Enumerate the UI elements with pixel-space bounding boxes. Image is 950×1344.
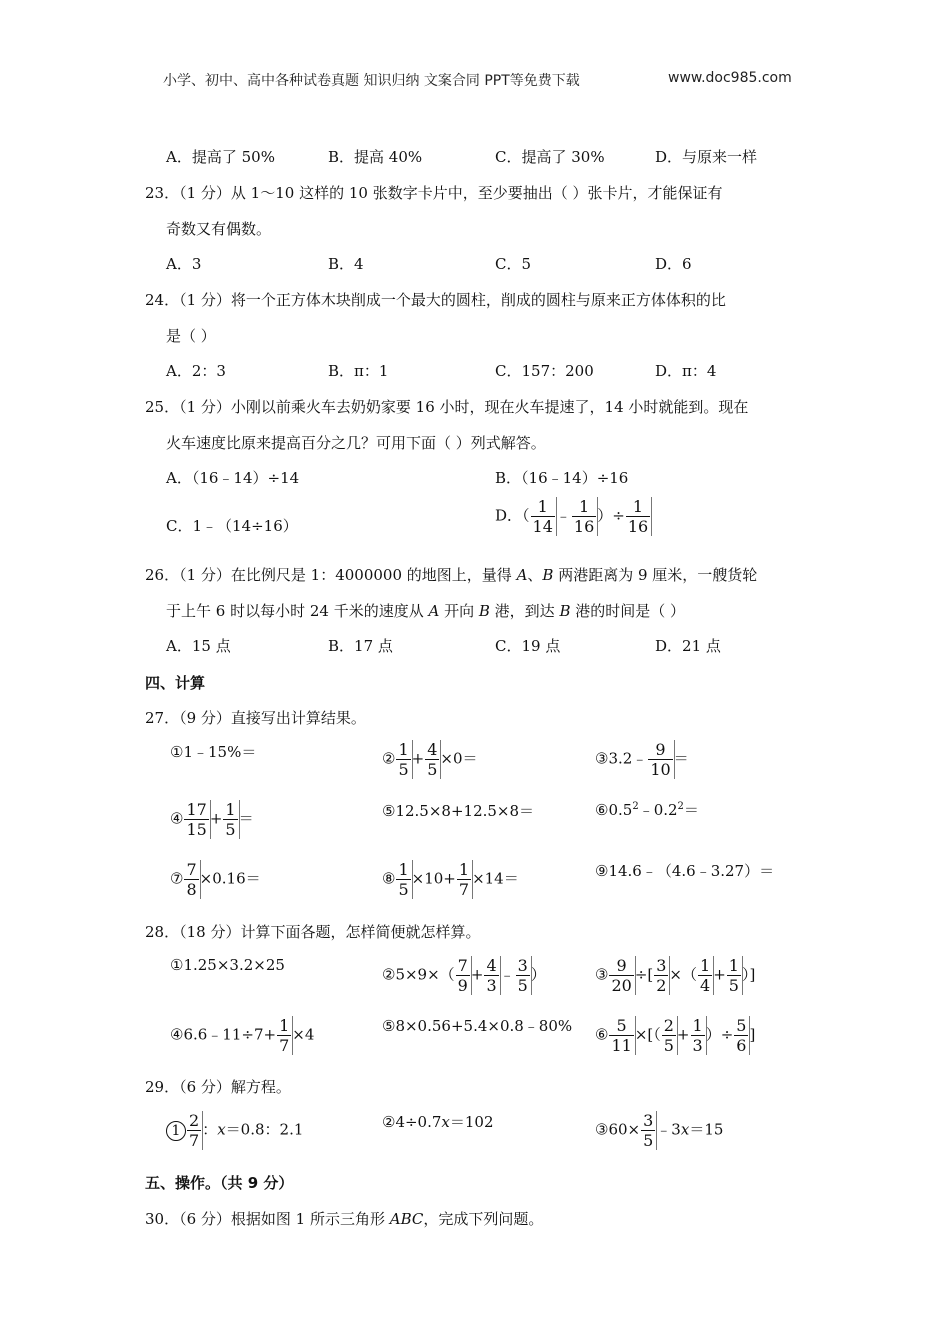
fraction-numerator: 3: [517, 956, 528, 975]
fraction: [698, 956, 712, 995]
item-marker: ②: [382, 749, 396, 768]
q29-item-2: [382, 1111, 494, 1132]
q27-item-9: ⑨14.6﹣（4.6﹣3.27）＝: [595, 862, 775, 880]
item-tail: ）: [530, 965, 546, 984]
fraction: [396, 740, 410, 779]
point-a: A: [516, 566, 528, 584]
item-marker: ⑥: [595, 1025, 609, 1044]
item-text: ③3.2﹣: [595, 749, 648, 768]
fraction-numerator: 17: [186, 800, 207, 819]
fraction-denominator: 10: [650, 760, 671, 779]
q25-stem-line1: 25．（1 分）小刚以前乘火车去奶奶家要 16 小时，现在火车提速了，14 小时就能到。现在: [145, 398, 749, 416]
item-text: ×[（: [634, 1025, 661, 1044]
q26-text: 两港距离为 9 厘米，一艘货轮: [553, 566, 758, 584]
fraction-numerator: 5: [736, 1016, 747, 1035]
q27-stem: 27．（9 分）直接写出计算结果。: [145, 709, 366, 727]
fraction-denominator: 5: [643, 1131, 654, 1150]
q27-item-1: ①1﹣15%＝: [170, 743, 257, 761]
q27-item-3: [595, 740, 689, 779]
fraction-numerator: 1: [692, 1016, 703, 1035]
fraction-numerator: 1: [279, 1016, 290, 1035]
q23-option-b: B．4: [328, 255, 364, 273]
fraction: [516, 956, 530, 995]
q26-option-a: A．15 点: [166, 637, 231, 655]
fraction-denominator: 6: [736, 1036, 747, 1055]
item-text: ×（: [669, 965, 697, 984]
fraction-denominator: 3: [692, 1036, 703, 1055]
fraction: [572, 497, 596, 536]
fraction: [734, 1016, 748, 1055]
fraction-numerator: 1: [626, 497, 650, 517]
q22-option-b: B．提高 40%: [328, 148, 423, 166]
fraction-numerator: 2: [189, 1111, 200, 1130]
q28-item-6: ⑥ $\frac{5}{11}$ ×[（ $\frac{2}{5}$ + $\frac{1}{3}$ ）÷ $\frac{5}{6}$ ]: [595, 1016, 756, 1055]
page-header-url: www.doc985.com: [668, 70, 792, 86]
fraction-numerator: 1: [398, 860, 409, 879]
fraction-denominator: 2: [656, 976, 667, 995]
fraction-denominator: 5: [225, 820, 236, 839]
fraction-denominator: 7: [189, 1131, 200, 1150]
q24-stem-line2: 是（ ）: [166, 327, 216, 345]
q26-text: 开向: [439, 602, 479, 620]
item-text: ＝102: [449, 1113, 494, 1131]
item-text: ÷[: [634, 965, 654, 984]
q25-d-minus: ﹣: [555, 506, 571, 525]
q24-option-a: A．2：3: [166, 362, 226, 380]
item-tail: ×14＝: [472, 869, 519, 888]
fraction-denominator: 14: [532, 517, 553, 536]
q26-stem-line2: [166, 600, 685, 621]
fraction-denominator: 5: [427, 760, 438, 779]
q23-stem-line1: 23．（1 分）从 1～10 这样的 10 张数字卡片中，至少要抽出（ ）张卡片，才能保证有: [145, 184, 723, 202]
fraction-numerator: 1: [398, 740, 409, 759]
item-text: ④6.6﹣11÷7+: [170, 1025, 277, 1044]
item-marker: ⑦: [170, 869, 184, 888]
q26-option-b: B．17 点: [328, 637, 393, 655]
variable-x: x: [441, 1113, 450, 1131]
item-text: ＝15: [689, 1120, 724, 1139]
fraction: [609, 956, 633, 995]
q27-item-5: ⑤12.5×8+12.5×8＝: [382, 802, 535, 820]
item-marker: ④: [170, 809, 184, 828]
fraction: [456, 956, 470, 995]
fraction-denominator: 5: [663, 1036, 674, 1055]
q27-item-4: ④ $\frac{17}{15}$ + $\frac{1}{5}$ ＝: [170, 800, 254, 839]
exponent: 2: [632, 801, 639, 812]
fraction: [396, 860, 410, 899]
q28-item-1: ①1.25×3.2×25: [170, 956, 285, 974]
q26-option-c: C．19 点: [495, 637, 561, 655]
q24-option-c: C．157：200: [495, 362, 594, 380]
section-title-operation: 五、操作。（共 9 分）: [145, 1174, 294, 1192]
fraction-numerator: 1: [572, 497, 596, 517]
fraction-numerator: 3: [656, 956, 667, 975]
fraction-numerator: 1: [458, 860, 470, 879]
q25-d-close: ）÷: [597, 506, 625, 525]
fraction-denominator: 4: [700, 976, 711, 995]
fraction: [662, 1016, 676, 1055]
variable-x: x: [217, 1120, 226, 1139]
fraction: [609, 1016, 633, 1055]
item-text: ⑥0.5: [595, 801, 633, 819]
q26-text: 港，到达: [489, 602, 560, 620]
fraction-denominator: 8: [186, 880, 197, 899]
q30-text: 30．（6 分）根据如图 1 所示三角形: [145, 1210, 390, 1228]
fraction: [641, 1111, 655, 1150]
q26-text: 26．（1 分）在比例尺是 1：4000000 的地图上，量得: [145, 566, 517, 584]
item-text: ）÷: [705, 1025, 734, 1044]
fraction: [277, 1016, 291, 1055]
q30-stem: [145, 1208, 543, 1229]
q23-option-d: D．6: [655, 255, 692, 273]
fraction: [691, 1016, 705, 1055]
fraction-numerator: 2: [663, 1016, 674, 1035]
fraction-denominator: 20: [611, 976, 632, 995]
item-text: ﹣3: [656, 1120, 681, 1139]
item-tail: ＝: [238, 809, 254, 828]
fraction-denominator: 3: [486, 976, 497, 995]
fraction-numerator: 1: [700, 956, 711, 975]
q25-option-a: A．（16﹣14）÷14: [166, 469, 300, 487]
q24-option-d: D．π：4: [655, 362, 717, 380]
triangle-label: ABC: [389, 1210, 424, 1228]
fraction: [184, 800, 208, 839]
fraction-numerator: 7: [457, 956, 468, 975]
item-tail: ×0.16＝: [199, 869, 261, 888]
fraction-denominator: 5: [728, 976, 739, 995]
q22-option-c: C．提高了 30%: [495, 148, 605, 166]
fraction-numerator: 9: [609, 956, 633, 976]
fraction: [626, 497, 650, 536]
fraction-denominator: 9: [457, 976, 468, 995]
fraction-denominator: 11: [611, 1036, 632, 1055]
item-text: ﹣0.2: [638, 801, 678, 819]
item-tail: ）]: [741, 965, 756, 984]
fraction-numerator: 1: [728, 956, 739, 975]
q26-text: 港的时间是（ ）: [570, 602, 686, 620]
variable-x: x: [680, 1120, 690, 1139]
fraction-numerator: 3: [643, 1111, 654, 1130]
q25-option-b: B．（16﹣14）÷16: [495, 469, 629, 487]
q28-item-5: ⑤8×0.56+5.4×0.8﹣80%: [382, 1017, 573, 1035]
fraction: [187, 1111, 201, 1150]
point-a: A: [428, 602, 440, 620]
q29-item-1: [166, 1111, 303, 1150]
q26-option-d: D．21 点: [655, 637, 721, 655]
item-marker: ③: [595, 965, 609, 984]
separator: 、: [527, 566, 543, 584]
fraction-denominator: 15: [186, 820, 207, 839]
section-title-calculation: 四、计算: [145, 674, 206, 692]
q27-item-6: [595, 799, 699, 820]
q28-item-3: ③ $\frac{9}{20}$ ÷[ $\frac{3}{2}$ ×（ $\frac{1}{4}$ + $\frac{1}{5}$ ）]: [595, 956, 756, 995]
q25-stem-line2: 火车速度比原来提高百分之几？可用下面（ ）列式解答。: [166, 434, 546, 452]
point-b: B: [559, 602, 571, 620]
q23-stem-line2: 奇数又有偶数。: [166, 220, 272, 238]
item-tail: ×4: [292, 1025, 315, 1044]
q26-text: 于上午 6 时以每小时 24 千米的速度从: [166, 602, 429, 620]
item-text: ②4÷0.7: [382, 1113, 442, 1131]
q25-d-prefix: D．（: [495, 506, 530, 525]
fraction: [727, 956, 741, 995]
q24-stem-line1: 24．（1 分）将一个正方体木块削成一个最大的圆柱，削成的圆柱与原来正方体体积的比: [145, 291, 726, 309]
fraction: [484, 956, 498, 995]
point-b: B: [542, 566, 554, 584]
q22-option-a: A．提高了 50%: [166, 148, 275, 166]
q24-option-b: B．π：1: [328, 362, 389, 380]
q30-text: ，完成下列问题。: [423, 1210, 544, 1228]
fraction-numerator: 4: [427, 740, 438, 759]
fraction-denominator: 5: [398, 760, 409, 779]
fraction-numerator: 1: [225, 800, 236, 819]
fraction: [457, 860, 471, 899]
q23-option-a: A．3: [166, 255, 202, 273]
fraction-denominator: 16: [573, 517, 595, 536]
item-text: ③60×: [595, 1120, 641, 1139]
q23-option-c: C．5: [495, 255, 532, 273]
q29-item-3: [595, 1111, 723, 1150]
item-tail: ]: [749, 1025, 756, 1044]
item-text: ：: [202, 1120, 218, 1139]
item-tail: ×0＝: [440, 749, 478, 768]
q27-item-2: ② $\frac{1}{5}$ + $\frac{4}{5}$ ×0＝: [382, 740, 478, 779]
exponent: 2: [677, 801, 684, 812]
q25-option-d: [495, 497, 651, 536]
page-header-text: 小学、初中、高中各种试卷真题 知识归纳 文案合同 PPT等免费下载: [163, 73, 580, 89]
q27-item-8: [382, 860, 519, 899]
q22-option-d: D．与原来一样: [655, 148, 758, 166]
q28-item-2: ②5×9×（ $\frac{7}{9}$ + $\frac{4}{3}$ ﹣ $\frac{3}{5}$ ）: [382, 956, 546, 995]
item-text: ＝: [683, 801, 699, 819]
fraction: [654, 956, 668, 995]
q26-stem-line1: [145, 564, 757, 585]
fraction-numerator: 9: [648, 740, 672, 760]
item-text: ﹣: [499, 965, 515, 984]
fraction: [531, 497, 555, 536]
fraction: [223, 800, 237, 839]
item-text: ＝0.8：2.1: [225, 1120, 304, 1139]
item-text: ×10+: [411, 869, 456, 888]
q28-item-4: [170, 1016, 314, 1055]
fraction: [648, 740, 672, 779]
q29-stem: 29．（6 分）解方程。: [145, 1078, 291, 1096]
item-text: ②5×9×（: [382, 965, 455, 984]
point-b: B: [478, 602, 490, 620]
q25-option-c: C．1﹣（14÷16）: [166, 517, 298, 535]
fraction-denominator: 16: [627, 517, 649, 536]
fraction-denominator: 5: [398, 880, 409, 899]
item-number-circle: 1: [166, 1121, 186, 1141]
fraction-denominator: 7: [279, 1036, 290, 1055]
fraction-denominator: 7: [458, 880, 470, 899]
fraction-numerator: 4: [486, 956, 497, 975]
fraction: [425, 740, 439, 779]
item-tail: ＝: [673, 749, 689, 768]
fraction-denominator: 5: [517, 976, 528, 995]
q28-stem: 28．（18 分）计算下面各题，怎样简便就怎样算。: [145, 923, 481, 941]
q27-item-7: [170, 860, 261, 899]
fraction-numerator: 5: [609, 1016, 633, 1036]
fraction-numerator: 7: [186, 860, 197, 879]
fraction: [184, 860, 198, 899]
fraction-numerator: 1: [531, 497, 555, 517]
item-marker: ⑧: [382, 869, 396, 888]
